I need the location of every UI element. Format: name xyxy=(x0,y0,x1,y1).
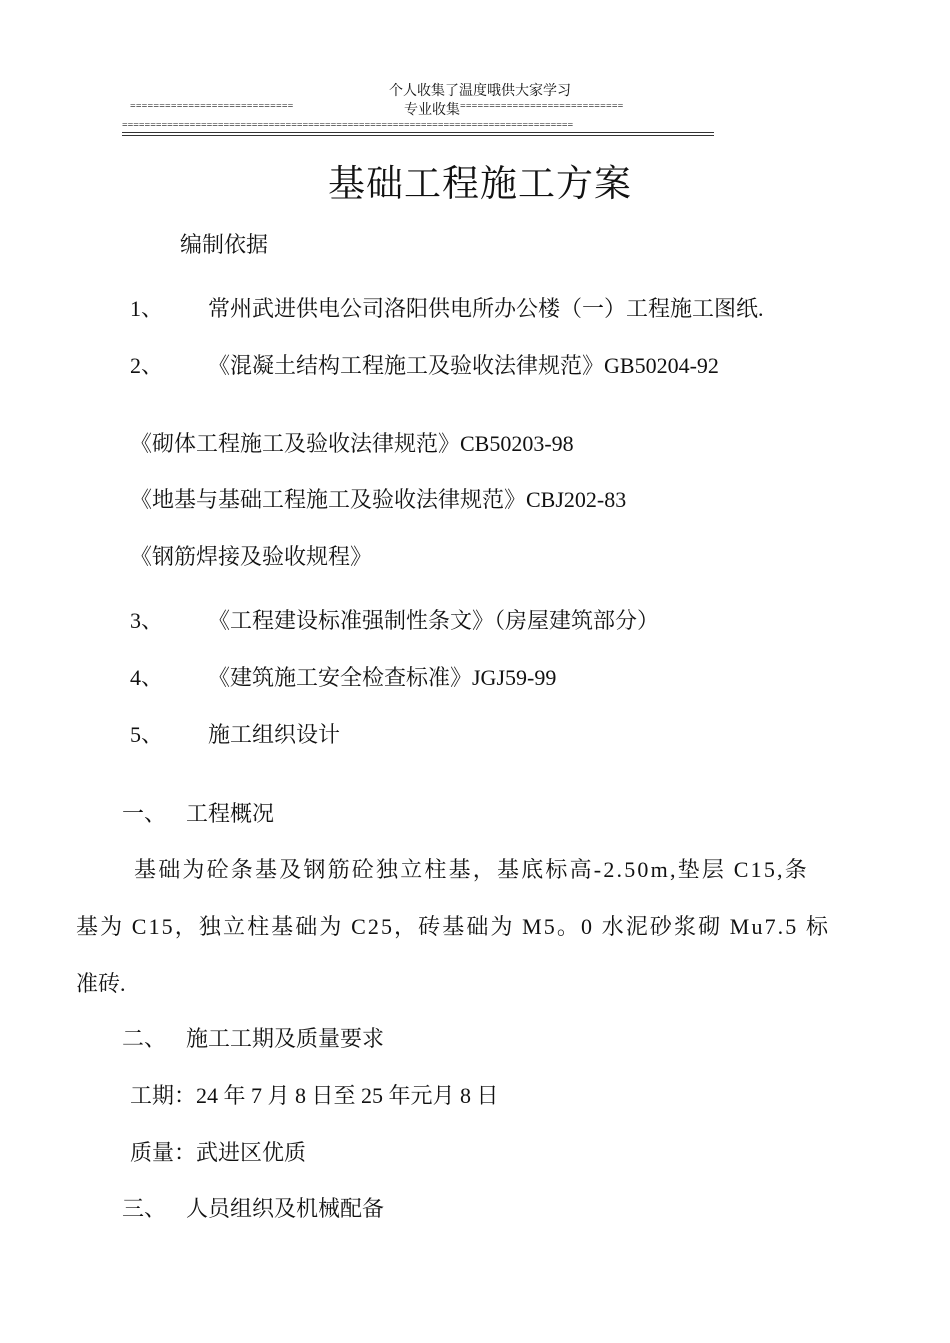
section-number: 一、 xyxy=(122,801,167,826)
header-rule: ================================================================================ xyxy=(122,120,574,131)
basis-item-number: 1、 xyxy=(130,296,164,321)
section-number: 二、 xyxy=(122,1026,167,1051)
header-rule-left: ============================ xyxy=(130,101,294,112)
basis-item-text: 《混凝土结构工程施工及验收法律规范》GB50204-92 xyxy=(208,353,719,378)
construction-period: 工期：24 年 7 月 8 日至 25 年元月 8 日 xyxy=(130,1083,499,1108)
header-divider xyxy=(122,132,714,133)
section-heading: 施工工期及质量要求 xyxy=(186,1026,385,1051)
paragraph-line: 准砖. xyxy=(76,971,126,996)
section-heading: 工程概况 xyxy=(186,801,275,826)
basis-item-number: 4、 xyxy=(130,665,164,690)
header-divider-2 xyxy=(122,135,714,136)
basis-sub-item: 《地基与基础工程施工及验收法律规范》CBJ202-83 xyxy=(130,487,627,512)
page-header-text: 个人收集了温度哦供大家学习 xyxy=(389,84,571,99)
header-subtitle: 专业收集 xyxy=(404,103,460,118)
basis-item-text: 《建筑施工安全检查标准》JGJ59-99 xyxy=(208,665,557,690)
basis-item-number: 2、 xyxy=(130,353,164,378)
paragraph-line: 基为 C15，独立柱基础为 C25，砖基础为 M5。0 水泥砂浆砌 Mu7.5 标 xyxy=(76,914,831,939)
quality-requirement: 质量：武进区优质 xyxy=(130,1140,307,1165)
header-rule-right: ============================ xyxy=(460,101,624,112)
basis-item-text: 《工程建设标准强制性条文》（房屋建筑部分） xyxy=(208,608,660,633)
basis-item-number: 5、 xyxy=(130,722,164,747)
basis-sub-item: 《砌体工程施工及验收法律规范》CB50203-98 xyxy=(130,431,574,456)
section-heading: 人员组织及机械配备 xyxy=(186,1196,385,1221)
document-title: 基础工程施工方案 xyxy=(328,164,632,205)
basis-item-text: 常州武进供电公司洛阳供电所办公楼（一）工程施工图纸. xyxy=(208,296,764,321)
section-number: 三、 xyxy=(122,1196,167,1221)
basis-sub-item: 《钢筋焊接及验收规程》 xyxy=(130,544,373,569)
basis-item-number: 3、 xyxy=(130,608,164,633)
basis-heading: 编制依据 xyxy=(180,232,269,257)
paragraph-line: 基础为砼条基及钢筋砼独立柱基，基底标高-2.50m,垫层 C15,条 xyxy=(134,857,809,882)
basis-item-text: 施工组织设计 xyxy=(208,722,341,747)
